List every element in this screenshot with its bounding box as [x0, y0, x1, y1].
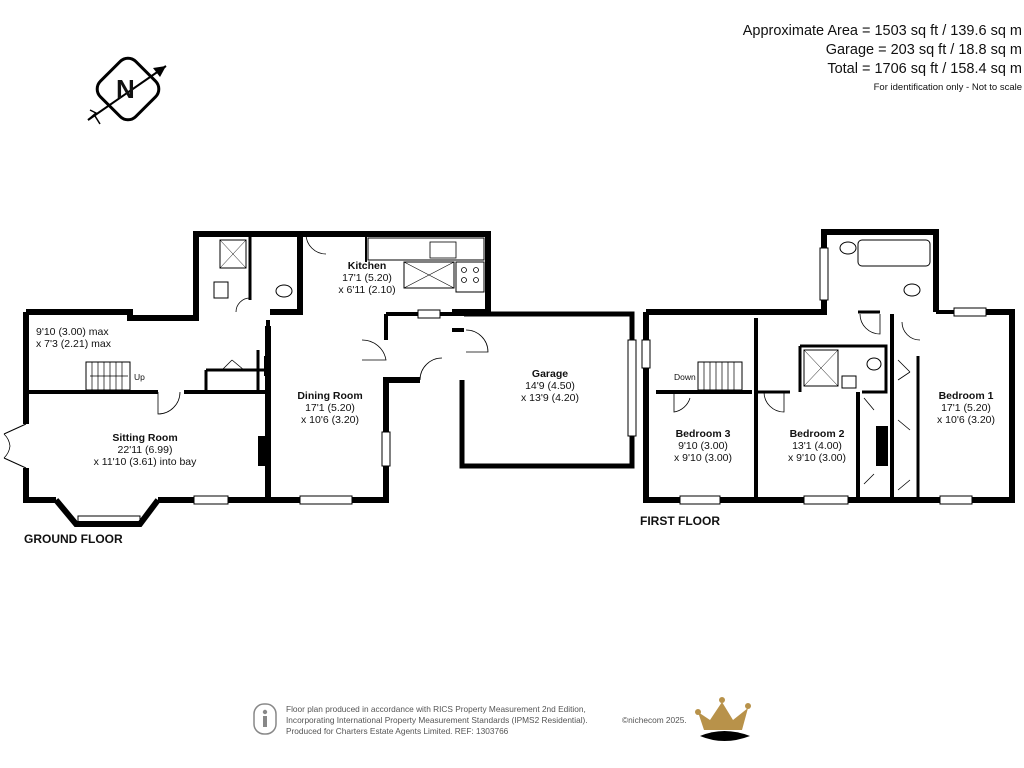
room-bedroom-2	[774, 428, 860, 464]
room-dims-line1: 17'1 (5.20)	[941, 402, 991, 414]
footer-copyright: ©nichecom 2025.	[622, 715, 687, 725]
total-area: Total = 1706 sq ft / 158.4 sq m	[827, 61, 1022, 77]
first-floor-label: FIRST FLOOR	[640, 514, 720, 528]
footer-line-1: Floor plan produced in accordance with RICS Property Measurement 2nd Edition,	[286, 704, 586, 714]
room-dining-room	[284, 390, 376, 426]
room-bedroom-3	[660, 428, 746, 464]
room-dims-line2: x 11'10 (3.61) into bay	[93, 456, 197, 468]
room-dims-line1: 17'1 (5.20)	[305, 402, 355, 414]
room-dims-line1: 22'11 (6.99)	[117, 444, 173, 456]
person-info-icon	[254, 704, 276, 734]
room-bedroom-1	[924, 390, 1008, 426]
ground-floor-label: GROUND FLOOR	[24, 532, 123, 546]
room-dims-line1: 17'1 (5.20)	[342, 272, 392, 284]
footer-line-3: Produced for Charters Estate Agents Limited. REF: 1303766	[286, 726, 509, 736]
garage-area: Garage = 203 sq ft / 18.8 sq m	[825, 42, 1022, 58]
room-dims-line2: x 10'6 (3.20)	[936, 414, 996, 426]
room-name: Bedroom 1	[938, 390, 994, 402]
room-dims-line2: x 7'3 (2.21) max	[36, 338, 111, 350]
room-name: Bedroom 3	[675, 428, 731, 440]
room-dims-line1: 13'1 (4.00)	[792, 440, 842, 452]
room-name: Kitchen	[347, 260, 387, 272]
room-name: Garage	[531, 368, 569, 380]
compass-letter: N	[116, 74, 135, 104]
room-kitchen	[322, 260, 412, 296]
room-name: Sitting Room	[112, 432, 178, 444]
stairs-up-label: Up	[134, 372, 145, 382]
room-store	[36, 326, 111, 350]
room-dims-line2: x 13'9 (4.20)	[520, 392, 580, 404]
room-dims-line1: 14'9 (4.50)	[525, 380, 575, 392]
room-dims-line2: x 10'6 (3.20)	[300, 414, 360, 426]
scale-note: For identification only - Not to scale	[873, 82, 1022, 93]
room-dims-line2: x 9'10 (3.00)	[673, 452, 733, 464]
approximate-area: Approximate Area = 1503 sq ft / 139.6 sq m	[742, 23, 1022, 39]
footer-text	[286, 704, 588, 737]
room-name: Dining Room	[297, 390, 363, 402]
crown-logo-icon	[695, 697, 751, 741]
room-garage	[504, 368, 596, 404]
room-dims-line2: x 9'10 (3.00)	[787, 452, 847, 464]
room-dims-line2: x 6'11 (2.10)	[338, 284, 396, 296]
stairs-down-label: Down	[674, 372, 696, 382]
room-name: Bedroom 2	[789, 428, 845, 440]
footer-line-2: Incorporating International Property Measurement Standards (IPMS2 Residential).	[286, 715, 588, 725]
room-dims-line1: 9'10 (3.00) max	[36, 326, 109, 338]
room-dims-line1: 9'10 (3.00)	[678, 440, 728, 452]
room-sitting-room	[80, 432, 210, 468]
